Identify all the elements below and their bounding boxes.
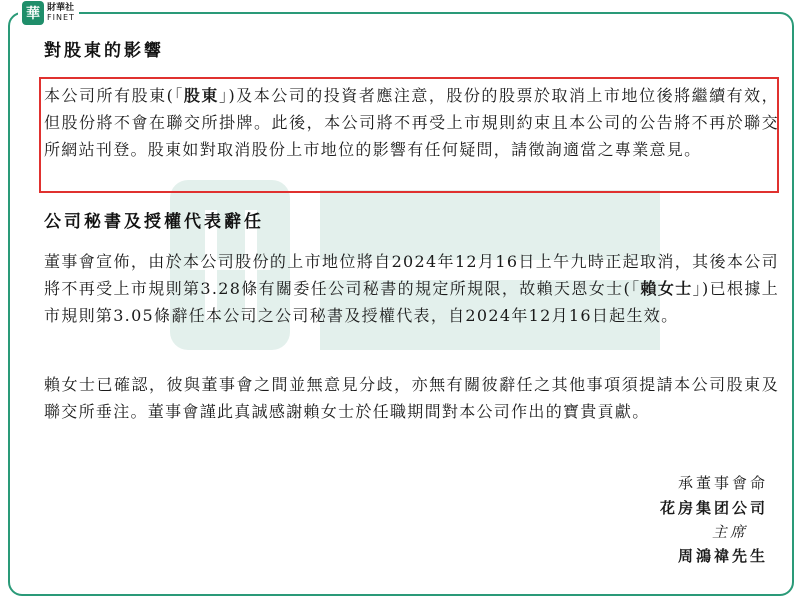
logo-name-cn: 財華社 xyxy=(47,3,75,13)
logo-mark: 華 xyxy=(22,1,44,25)
heading-shareholder-impact: 對股東的影響 xyxy=(44,41,164,61)
heading-secretary-resignation: 公司秘書及授權代表辭任 xyxy=(44,212,264,232)
logo-name-en: FINET xyxy=(47,13,75,22)
signature-company: 花房集团公司 xyxy=(659,499,768,517)
signature-by-order: 承董事會命 xyxy=(677,474,768,492)
resignation-paragraph: 董事會宣佈，由於本公司股份的上市地位將自2024年12月16日上午九時正起取消，其後本公司將不再受上市規則第3.28條有關委任公司秘書的規定所規限，故賴天恩女士(「賴女士」)已根據上市規則第3.05條辭任本公司之公司秘書及授權代表，自2024年12月16日起生效。 xyxy=(44,252,780,325)
finet-logo xyxy=(18,0,79,26)
signature-name: 周鴻禕先生 xyxy=(677,547,768,565)
shareholder-impact-paragraph: 本公司所有股東(「股東」)及本公司的投資者應注意，股份的股票於取消上市地位後將繼續有效，但股份將不會在聯交所掛牌。此後，本公司將不再受上市規則約束且本公司的公告將不再於聯交所網站刊登。股東如對取消股份上市地位的影響有任何疑問，請徵詢適當之專業意見。 xyxy=(44,86,779,159)
confirmation-paragraph: 賴女士已確認，彼與董事會之間並無意見分歧，亦無有關彼辭任之其他事項須提請本公司股東及聯交所垂注。董事會謹此真誠感謝賴女士於任職期間對本公司作出的寶貴貢獻。 xyxy=(44,375,779,421)
defined-term-shareholders: 股東 xyxy=(183,86,219,105)
defined-term-ms-lai: 賴女士 xyxy=(640,279,693,298)
signature-title: 主席 xyxy=(711,523,748,541)
